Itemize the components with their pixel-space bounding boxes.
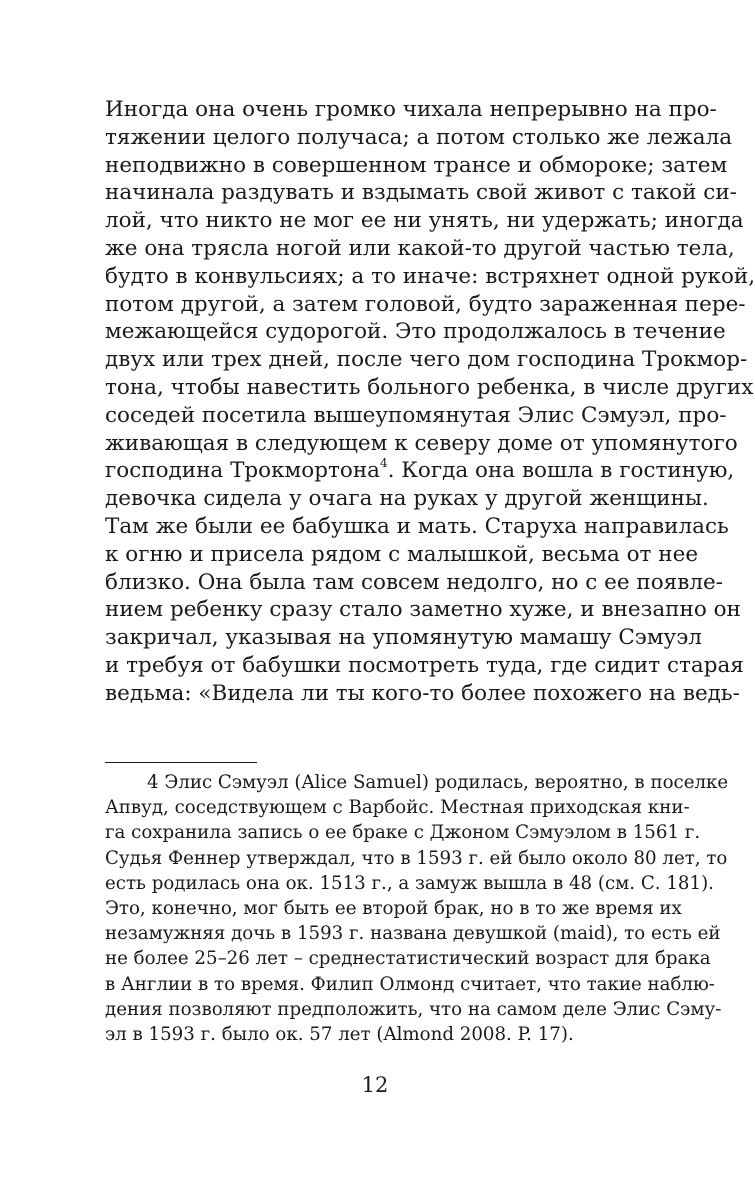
text-line: живающая в следующем к северу доме от упомянутого [105,430,738,456]
footnote-line: в Англии в то время. Филип Олмонд считает, что такие наблю- [105,973,715,995]
text-line: закричал, указывая на упомянутую мамашу Сэмуэл [105,625,702,651]
text-line: же она трясла ногой или какой-то другой частью тела, [105,235,735,261]
text-line: ведьма: «Видела ли ты кого-то более похожего на ведь- [105,680,740,706]
text-line: лой, что никто не мог ее ни унять, ни удержать; иногда [105,208,744,234]
text-line: соседей посетила вышеупомянутая Элис Сэмуэл, про- [105,402,727,428]
footnote-line: дения позволяют предположить, что на самом деле Элис Сэму- [105,998,722,1020]
text-line: Там же были ее бабушка и мать. Старуха направилась [105,513,729,539]
footnote-reference[interactable]: 4 [379,456,388,471]
footnote-line: га сохранила запись о ее браке с Джоном Сэмуэлом в 1561 г. [105,822,701,844]
text-line: межающейся судорогой. Это продолжалось в течение [105,319,726,345]
text-line: и требуя от бабушки посмотреть туда, где сидит старая [105,652,744,678]
text-line: девочка сидела у очага на руках у другой женщины. [105,486,709,512]
footnote-line: не более 25–26 лет – среднестатистический возраст для брака [105,948,711,970]
text-line: тона, чтобы навестить больного ребенка, в числе других [105,374,754,400]
footnote [105,770,729,1047]
text-line: к огню и присела рядом с малышкой, весьма от нее [105,541,699,567]
text-line: начинала раздувать и вздымать свой живот с такой си- [105,180,737,206]
main-text [105,96,755,708]
text-line: неподвижно в совершенном трансе и обмороке; затем [105,152,728,178]
footnote-line: 4 Элис Сэмуэл (Alice Samuel) родилась, вероятно, в поселке [147,772,729,793]
footnote-line: эл в 1593 г. было ок. 57 лет (Almond 2008. P. 17). [105,1023,574,1045]
page-number: 12 [361,1073,389,1097]
footnote-line: Судья Феннер утверждал, что в 1593 г. ей было около 80 лет, то [105,847,728,869]
text-line: тяжении целого получаса; а потом столько же лежала [105,124,733,150]
text-line: нием ребенку сразу стало заметно хуже, и внезапно он [105,597,741,623]
footnote-separator [105,762,257,763]
text-line: близко. Она была там совсем недолго, но с ее появле- [105,569,723,595]
text-segment: . Когда она вошла в гостиную, [387,458,735,484]
text-segment: господина Трокмортона [105,458,380,484]
text-line: двух или трех дней, после чего дом господина Трокмор- [105,347,748,373]
footnote-line: незамужняя дочь в 1593 г. названа девушкой (maid), то есть ей [105,923,721,945]
footnote-line: Это, конечно, мог быть ее второй брак, но в то же время их [105,897,682,919]
footnote-line: есть родилась она ок. 1513 г., а замуж вышла в 48 (см. С. 181). [105,872,714,894]
text-line: потом другой, а затем головой, будто зараженная пере- [105,291,746,317]
text-line: Иногда она очень громко чихала непрерывно на про- [105,97,717,122]
footnote-line: Апвуд, соседствующем с Варбойс. Местная приходская кни- [105,797,690,819]
text-line: будто в конвульсиях; а то иначе: встряхнет одной рукой, [105,263,755,289]
text-line-with-footnote-ref [105,456,735,485]
